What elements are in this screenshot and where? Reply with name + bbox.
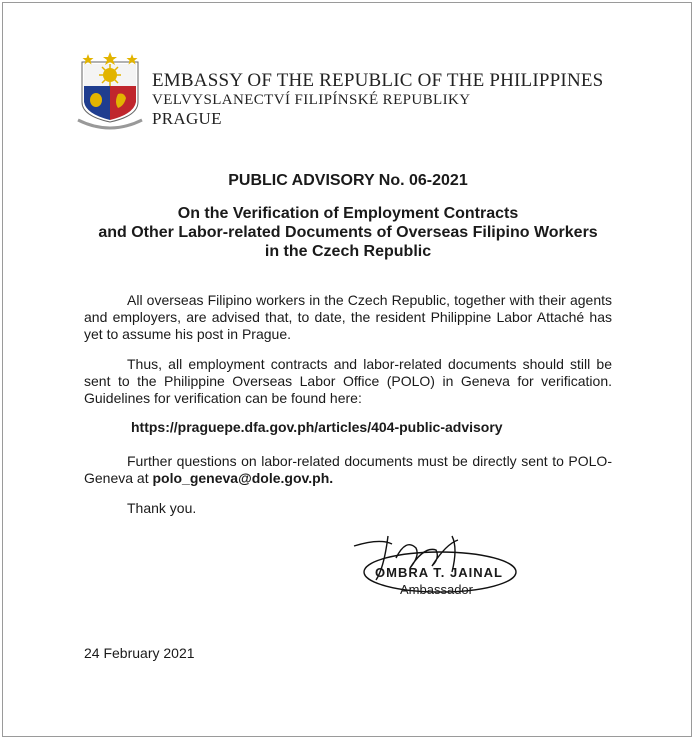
philippine-seal-logo (76, 50, 144, 130)
paragraph-2 (84, 356, 612, 407)
polo-email-link[interactable]: polo_geneva@dole.gov.ph. (152, 470, 334, 486)
advisory-link[interactable]: https://praguepe.dfa.gov.ph/articles/404-public-advisory (131, 419, 503, 435)
document-date: 24 February 2021 (84, 645, 195, 661)
advisory-subject (0, 204, 696, 261)
signatory-name: OMBRA T. JAINAL (375, 565, 503, 580)
paragraph-1 (84, 292, 612, 343)
embassy-city: PRAGUE (152, 109, 222, 128)
advisory-title: PUBLIC ADVISORY No. 06-2021 (228, 172, 468, 189)
paragraph-1-text: All overseas Filipino workers in the Czech Republic, together with their agents and employers, are advised that, to date, the resident Philippine Labor Attaché has yet to assume his post in Prague. (84, 292, 612, 342)
closing: Thank you. (127, 500, 197, 516)
paragraph-3-text: Further questions on labor-related documents must be directly sent to POLO-Geneva at (84, 453, 612, 486)
subject-line: On the Verification of Employment Contracts (177, 205, 519, 222)
subject-line: in the Czech Republic (264, 243, 432, 260)
paragraph-2-text: Thus, all employment contracts and labor-related documents should still be sent to the Philippine Overseas Labor Office (POLO) in Geneva for verification. Guidelines for verification can be found here: (84, 356, 612, 406)
paragraph-3 (84, 453, 612, 487)
embassy-name-english: EMBASSY OF THE REPUBLIC OF THE PHILIPPINES (152, 70, 604, 91)
subject-line: and Other Labor-related Documents of Overseas Filipino Workers (98, 224, 598, 241)
embassy-name-czech: VELVYSLANECTVÍ FILIPÍNSKÉ REPUBLIKY (152, 92, 471, 108)
signatory-title: Ambassador (400, 582, 473, 597)
